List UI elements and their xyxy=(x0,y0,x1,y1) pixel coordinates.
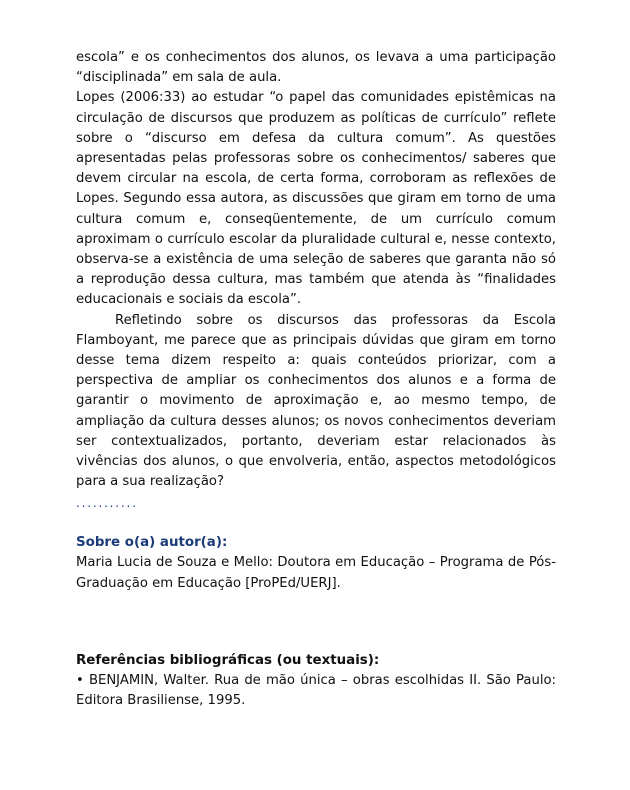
page-content xyxy=(76,48,556,711)
reference-item: • BENJAMIN, Walter. Rua de mão única – obras escolhidas II. São Paulo: Editora Brasiliense, 1995. xyxy=(76,672,556,709)
paragraph-2: Lopes (2006:33) ao estudar “o papel das comunidades epistêmicas na circulação de discursos que produzem as políticas de currículo” reflete sobre o “discurso em defesa da cultura comum”. As questões apresentadas pelas professoras sobre os conhecimentos/ saberes que devem circular na escola, de certa forma, corroboram as reflexões de Lopes. Segundo essa autora, as discussões que giram em torno de uma cultura comum e, conseqüentemente, de um currículo comum aproximam o currículo escolar da pluralidade cultural e, nesse contexto, observa-se a existência de uma seleção de saberes que garanta não só a reprodução dessa cultura, mas também que atenda às “finalidades educacionais e sociais da escola”. xyxy=(76,90,556,308)
author-heading: Sobre o(a) autor(a): xyxy=(76,535,228,551)
author-description: Maria Lucia de Souza e Mello: Doutora em Educação – Programa de Pós-Graduação em Educação [ProPEd/UERJ]. xyxy=(76,555,556,591)
paragraph-1: escola” e os conhecimentos dos alunos, os levava a uma participação “disciplinada” em sala de aula. xyxy=(76,50,556,86)
paragraph-3: Refletindo sobre os discursos das professoras da Escola Flamboyant, me parece que as principais dúvidas que giram em torno desse tema dizem respeito a: quais conteúdos priorizar, com a perspectiva de ampliar os conhecimentos dos alunos e a forma de garantir o movimento de aproximação e, ao mesmo tempo, de ampliação da cultura desses alunos; os novos conhecimentos deveriam ser contextualizados, portanto, deveriam estar relacionados às vivências dos alunos, o que envolveria, então, aspectos metodológicos para a sua realização? xyxy=(76,312,556,490)
section-separator: ........... xyxy=(76,496,138,511)
references-heading: Referências bibliográficas (ou textuais): xyxy=(76,652,380,668)
